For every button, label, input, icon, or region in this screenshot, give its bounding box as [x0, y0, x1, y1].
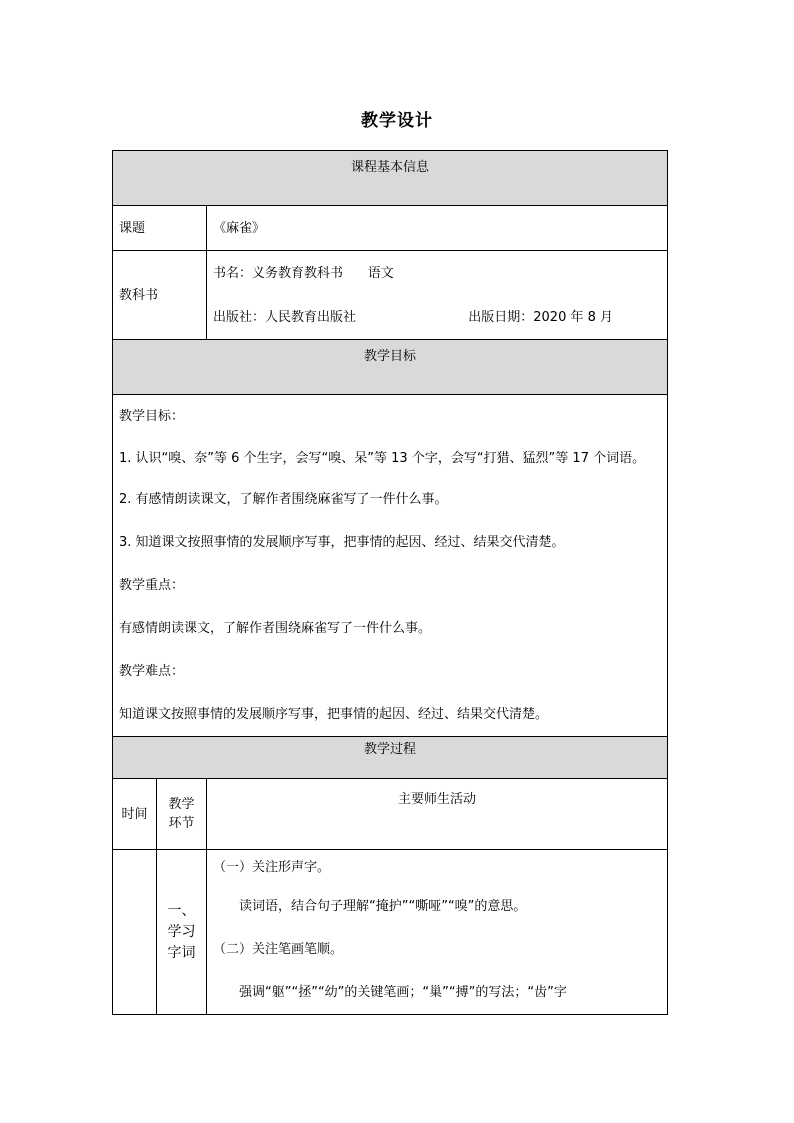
row-label: 教科书 [113, 251, 207, 340]
col-stage-line1: 教学 [168, 797, 195, 812]
section-title: 教学目标 [113, 340, 668, 395]
stage-line3: 字词 [167, 944, 196, 961]
objective-item: 3. 知道课文按照事情的发展顺序写事，把事情的起因、经过、结果交代清楚。 [119, 535, 565, 550]
section-title: 课程基本信息 [113, 151, 668, 206]
section-header-objectives [113, 340, 668, 395]
stage-cell [157, 850, 207, 1015]
textbook-name: 书名：义务教育教科书 语文 [213, 265, 394, 281]
col-activity-header: 主要师生活动 [207, 779, 668, 850]
objectives-content [113, 395, 668, 737]
activity-line: 强调“躯”“拯”“幼”的关键笔画；“巢”“搏”的写法；“齿”字 [239, 984, 567, 1000]
row-label: 课题 [113, 206, 207, 251]
section-header-process [113, 737, 668, 779]
objective-item: 2. 有感情朗读课文，了解作者围绕麻雀写了一件什么事。 [119, 492, 448, 507]
document-title: 教学设计 [361, 111, 433, 131]
difficulties-heading: 教学难点： [119, 664, 185, 679]
publish-date: 出版日期：2020 年 8 月 [468, 309, 614, 325]
row-value: 《麻雀》 [207, 206, 668, 251]
publisher-line [213, 295, 661, 339]
section-header-basic-info [113, 151, 668, 206]
process-row-stage1 [113, 850, 668, 1015]
col-stage-line2: 环节 [168, 816, 195, 831]
publisher: 出版社：人民教育出版社 [213, 309, 357, 325]
key-points-text: 有感情朗读课文，了解作者围绕麻雀写了一件什么事。 [119, 621, 432, 636]
time-cell [113, 850, 157, 1015]
stage-line1: 一、 [167, 902, 196, 919]
stage-line2: 学习 [167, 923, 196, 940]
objective-item: 1. 认识“嗅、奈”等 6 个生字，会写“嗅、呆”等 13 个字，会写“打猎、猛烈”等 17 个词语。 [119, 451, 646, 466]
row-topic [113, 206, 668, 251]
activity-line: 读词语，结合句子理解“掩护”“嘶哑”“嗅”的意思。 [239, 898, 527, 914]
activity-cell [207, 850, 668, 1015]
col-time-header: 时间 [113, 779, 157, 850]
row-textbook [113, 251, 668, 340]
key-points-heading: 教学重点： [119, 578, 185, 593]
process-column-headers [113, 779, 668, 850]
difficulties-text: 知道课文按照事情的发展顺序写事，把事情的起因、经过、结果交代清楚。 [119, 707, 549, 722]
lesson-plan-table [112, 150, 668, 1015]
section-title: 教学过程 [113, 737, 668, 779]
row-objectives [113, 395, 668, 737]
col-stage-header [157, 779, 207, 850]
activity-line: （一）关注形声字。 [213, 859, 331, 875]
activity-line: （二）关注笔画笔顺。 [213, 941, 344, 957]
objectives-heading: 教学目标： [119, 409, 185, 424]
textbook-info [207, 251, 668, 340]
